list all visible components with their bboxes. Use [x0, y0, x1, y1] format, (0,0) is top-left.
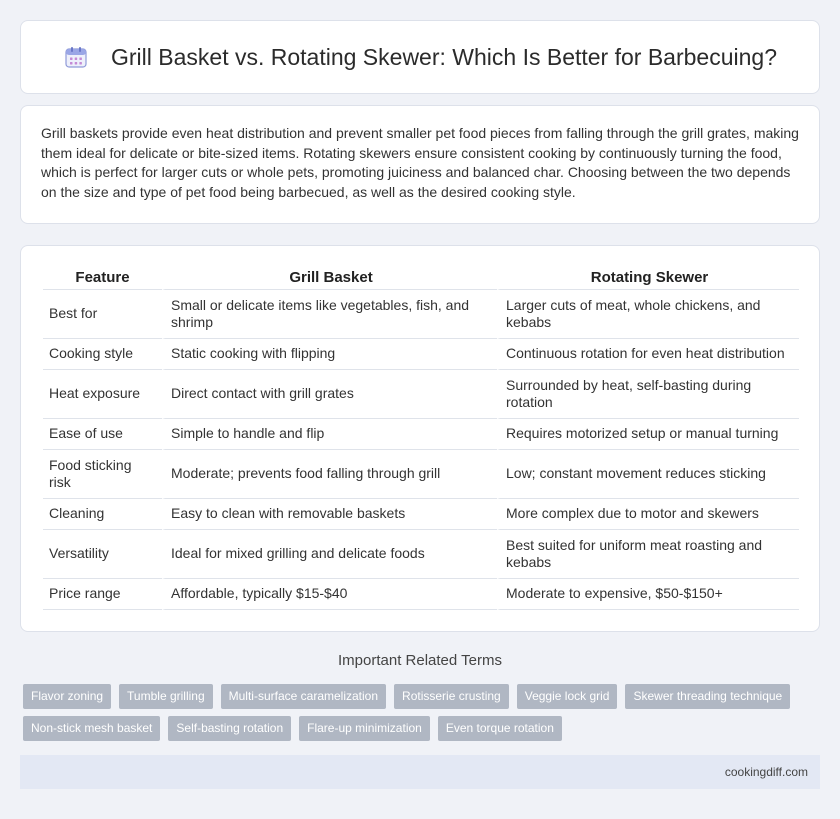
feature-cell: Ease of use [43, 419, 162, 450]
calendar-icon [63, 44, 89, 70]
footer [20, 755, 820, 789]
related-term-tag[interactable]: Flavor zoning [23, 684, 111, 709]
rotating-skewer-cell: Low; constant movement reduces sticking [497, 450, 799, 499]
grill-basket-cell: Moderate; prevents food falling through grill [162, 450, 497, 499]
page-title: Grill Basket vs. Rotating Skewer: Which Is Better for Barbecuing? [111, 43, 777, 70]
related-term-tag[interactable]: Rotisserie crusting [394, 684, 509, 709]
related-term-tag[interactable]: Non-stick mesh basket [23, 716, 160, 741]
related-term-tag[interactable]: Veggie lock grid [517, 684, 618, 709]
feature-cell: Cleaning [43, 499, 162, 530]
related-term-tag[interactable]: Multi-surface caramelization [221, 684, 386, 709]
grill-basket-cell: Easy to clean with removable baskets [162, 499, 497, 530]
header-rotating-skewer: Rotating Skewer [497, 264, 799, 290]
related-term-tag[interactable]: Tumble grilling [119, 684, 213, 709]
comparison-card [20, 245, 820, 632]
feature-cell: Food sticking risk [43, 450, 162, 499]
rotating-skewer-cell: Surrounded by heat, self-basting during rotation [497, 370, 799, 419]
feature-cell: Price range [43, 579, 162, 610]
table-row [43, 370, 799, 419]
grill-basket-cell: Ideal for mixed grilling and delicate foods [162, 530, 497, 579]
rotating-skewer-cell: Continuous rotation for even heat distribution [497, 339, 799, 370]
rotating-skewer-cell: Requires motorized setup or manual turning [497, 419, 799, 450]
grill-basket-cell: Static cooking with flipping [162, 339, 497, 370]
feature-cell: Best for [43, 290, 162, 339]
related-terms-list [23, 684, 823, 741]
rotating-skewer-cell: Larger cuts of meat, whole chickens, and kebabs [497, 290, 799, 339]
feature-cell: Cooking style [43, 339, 162, 370]
title-card [20, 20, 820, 94]
intro-paragraph: Grill baskets provide even heat distribution and prevent smaller pet food pieces from falling through the grill grates, making them ideal for delicate or bite-sized items. Rotating skewers ensure consistent cooking by continuously turning the food, which is perfect for larger cuts or whole pets, promoting juiciness and balanced char. Choosing between the two depends on the size and type of pet food being barbecued, as well as the desired cooking style. [41, 125, 799, 200]
grill-basket-cell: Simple to handle and flip [162, 419, 497, 450]
related-terms-heading: Important Related Terms [338, 652, 502, 669]
related-term-tag[interactable]: Skewer threading technique [625, 684, 790, 709]
related-term-tag[interactable]: Even torque rotation [438, 716, 562, 741]
rotating-skewer-cell: Best suited for uniform meat roasting and kebabs [497, 530, 799, 579]
table-row [43, 419, 799, 450]
related-term-tag[interactable]: Self-basting rotation [168, 716, 291, 741]
comparison-table [43, 264, 799, 610]
grill-basket-cell: Direct contact with grill grates [162, 370, 497, 419]
header-grill-basket: Grill Basket [162, 264, 497, 290]
table-row [43, 290, 799, 339]
related-term-tag[interactable]: Flare-up minimization [299, 716, 430, 741]
table-row [43, 339, 799, 370]
feature-cell: Versatility [43, 530, 162, 579]
table-row [43, 530, 799, 579]
table-row [43, 450, 799, 499]
table-header-row [43, 264, 799, 290]
grill-basket-cell: Affordable, typically $15-$40 [162, 579, 497, 610]
table-row [43, 579, 799, 610]
rotating-skewer-cell: Moderate to expensive, $50-$150+ [497, 579, 799, 610]
site-credit[interactable]: cookingdiff.com [724, 765, 808, 779]
grill-basket-cell: Small or delicate items like vegetables, fish, and shrimp [162, 290, 497, 339]
header-feature: Feature [43, 264, 162, 290]
table-row [43, 499, 799, 530]
intro-card [20, 105, 820, 224]
feature-cell: Heat exposure [43, 370, 162, 419]
rotating-skewer-cell: More complex due to motor and skewers [497, 499, 799, 530]
